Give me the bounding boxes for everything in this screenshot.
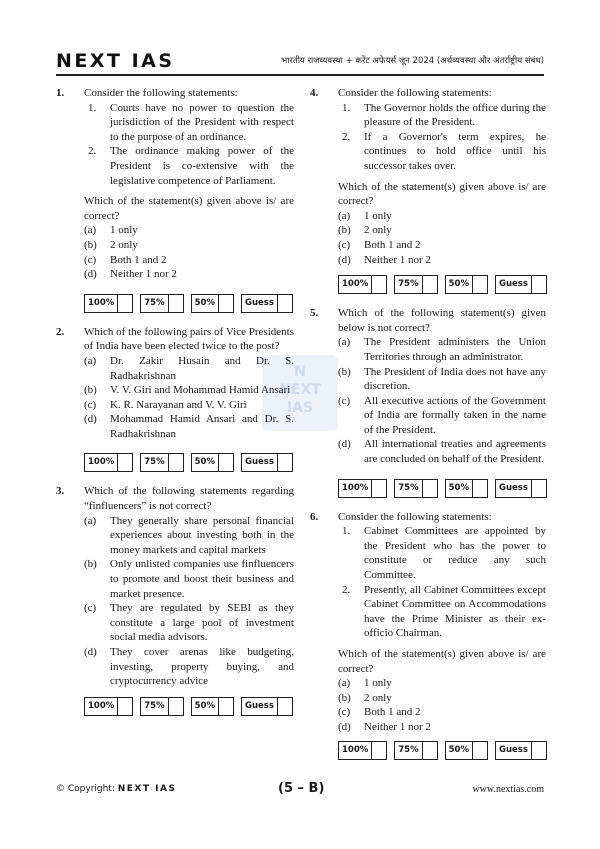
confidence-100-checkbox[interactable]: 100% — [338, 275, 387, 294]
option-d[interactable]: (d) Mohammad Hamid Ansari and Dr. S. Radhakrishnan — [84, 413, 294, 440]
left-column — [56, 86, 294, 716]
question-ask: Which of the statement(s) given above is/ are correct? — [338, 648, 546, 675]
question-6 — [310, 510, 546, 760]
option-c[interactable]: (c) They are regulated by SEBI as they constitute a large pool of investment social media advisors. — [84, 602, 294, 644]
confidence-75-checkbox[interactable]: 75% — [394, 275, 437, 294]
question-number: 3. — [56, 485, 65, 498]
confidence-75-checkbox[interactable]: 75% — [140, 697, 183, 716]
statement: 2. Presently, all Cabinet Committees except Cabinet Committee on Accommodations have the Prime Minister as their ex-officio Chairman. — [342, 583, 546, 640]
question-number: 4. — [310, 87, 319, 99]
confidence-50-checkbox[interactable]: 50% — [191, 453, 234, 472]
page-number: (5 – B) — [278, 781, 325, 796]
confidence-guess-checkbox[interactable]: Guess — [495, 275, 547, 294]
confidence-100-checkbox[interactable]: 100% — [84, 294, 133, 313]
question-number: 5. — [310, 307, 319, 320]
option-b[interactable]: (b) 2 only — [84, 238, 138, 251]
confidence-50-checkbox[interactable]: 50% — [445, 479, 488, 498]
question-3 — [56, 484, 294, 715]
option-a[interactable]: (a) The President administers the Union Territories through an administrator. — [338, 336, 546, 363]
brand-logo: NEXT IAS — [56, 50, 175, 72]
header-subtitle: भारतीय राजव्यवस्था + करेंट अफेयर्स जून 2024 (अर्थव्यवस्था और अंतर्राष्ट्रीय संबंध) — [281, 56, 544, 66]
right-column — [310, 86, 546, 760]
confidence-100-checkbox[interactable]: 100% — [338, 741, 387, 760]
option-d[interactable]: (d) They cover arenas like budgeting, investing, property buying, and cryptocurrency advice — [84, 646, 294, 688]
confidence-50-checkbox[interactable]: 50% — [445, 741, 488, 760]
question-ask: Which of the statement(s) given above is/ are correct? — [84, 195, 294, 222]
question-text: Consider the following statements: — [338, 87, 492, 99]
option-c[interactable]: (c) K. R. Narayanan and V. V. Giri — [84, 398, 247, 411]
confidence-100-checkbox[interactable]: 100% — [338, 479, 387, 498]
option-b[interactable]: (b) The President of India does not have any discretion. — [338, 365, 546, 393]
option-d[interactable]: (d) Neither 1 nor 2 — [338, 253, 431, 266]
confidence-100-checkbox[interactable]: 100% — [84, 697, 133, 716]
statement: 1. The Governor holds the office during the pleasure of the President. — [342, 101, 546, 129]
option-d[interactable]: (d) Neither 1 nor 2 — [338, 720, 431, 733]
option-c[interactable]: (c) Both 1 and 2 — [84, 253, 167, 266]
statement: 2. If a Governor's term expires, he continues to hold office until his successor takes over. — [342, 130, 546, 172]
option-a[interactable]: (a) 1 only — [338, 677, 392, 690]
option-b[interactable]: (b) 2 only — [338, 691, 392, 704]
question-number: 1. — [56, 87, 65, 99]
option-c[interactable]: (c) All executive actions of the Government of India are formally taken in the name of the President. — [338, 394, 546, 436]
question-number: 6. — [310, 510, 319, 523]
statement: 2. The ordinance making power of the President is co-extensive with the legislative competence of Parliament. — [88, 145, 294, 187]
confidence-75-checkbox[interactable]: 75% — [140, 294, 183, 313]
header-divider — [56, 74, 544, 76]
question-ask: Which of the statement(s) given above is/ are correct? — [338, 180, 546, 208]
statement: 1. Cabinet Committees are appointed by the President who has the power to constitute or reduce any such Committee. — [342, 525, 546, 582]
question-1 — [56, 86, 294, 313]
page-footer — [56, 783, 544, 799]
confidence-75-checkbox[interactable]: 75% — [394, 741, 437, 760]
confidence-row — [338, 479, 546, 498]
confidence-50-checkbox[interactable]: 50% — [191, 294, 234, 313]
question-text: Which of the following pairs of Vice Presidents of India have been elected twice to the post? — [84, 325, 294, 353]
website-link[interactable]: www.nextias.com — [472, 784, 544, 795]
option-c[interactable]: (c) Both 1 and 2 — [338, 706, 421, 719]
confidence-row — [338, 275, 546, 294]
page-header — [56, 50, 544, 74]
question-4 — [310, 86, 546, 294]
confidence-guess-checkbox[interactable]: Guess — [495, 479, 547, 498]
question-number: 2. — [56, 325, 65, 338]
option-d[interactable]: (d) All international treaties and agreements are concluded on behalf of the President. — [338, 438, 546, 466]
confidence-75-checkbox[interactable]: 75% — [140, 453, 183, 472]
confidence-guess-checkbox[interactable]: Guess — [241, 294, 293, 313]
option-a[interactable]: (a) They generally share personal financial experiences about investing both in the money markets and capital markets — [84, 514, 294, 556]
option-b[interactable]: (b) Only unlisted companies use finfluencers to promote and boost their business and market presence. — [84, 558, 294, 600]
statement: 1. Courts have no power to question the jurisdiction of the President with respect to the purpose of an ordinance. — [88, 101, 294, 143]
question-2 — [56, 325, 294, 473]
question-text: Consider the following statements: — [338, 510, 492, 523]
confidence-50-checkbox[interactable]: 50% — [191, 697, 234, 716]
confidence-row — [84, 294, 294, 313]
option-d[interactable]: (d) Neither 1 nor 2 — [84, 268, 177, 281]
question-text: Which of the following statement(s) given below is not correct? — [338, 307, 546, 334]
confidence-guess-checkbox[interactable]: Guess — [241, 453, 293, 472]
confidence-75-checkbox[interactable]: 75% — [394, 479, 437, 498]
confidence-100-checkbox[interactable]: 100% — [84, 453, 133, 472]
confidence-row — [338, 741, 546, 760]
footer-brand: NEXT IAS — [117, 784, 177, 794]
option-b[interactable]: (b) 2 only — [338, 224, 392, 237]
question-text: Which of the following statements regarding “finfluencers” is not correct? — [84, 485, 294, 513]
watermark-logo: N NEXT IAS — [262, 355, 338, 431]
question-5 — [310, 306, 546, 498]
confidence-guess-checkbox[interactable]: Guess — [241, 697, 293, 716]
confidence-guess-checkbox[interactable]: Guess — [495, 741, 547, 760]
option-a[interactable]: (a) 1 only — [84, 224, 138, 237]
option-b[interactable]: (b) V. V. Giri and Mohammad Hamid Ansari — [84, 384, 291, 397]
question-text: Consider the following statements: — [84, 87, 238, 99]
option-a[interactable]: (a) 1 only — [338, 209, 392, 222]
option-c[interactable]: (c) Both 1 and 2 — [338, 238, 421, 251]
confidence-row — [84, 453, 294, 472]
confidence-row — [84, 697, 294, 716]
copyright: © Copyright: NEXT IAS — [56, 784, 177, 794]
confidence-50-checkbox[interactable]: 50% — [445, 275, 488, 294]
option-a[interactable]: (a) Dr. Zakir Husain and Dr. S. Radhakrishnan — [84, 354, 294, 382]
